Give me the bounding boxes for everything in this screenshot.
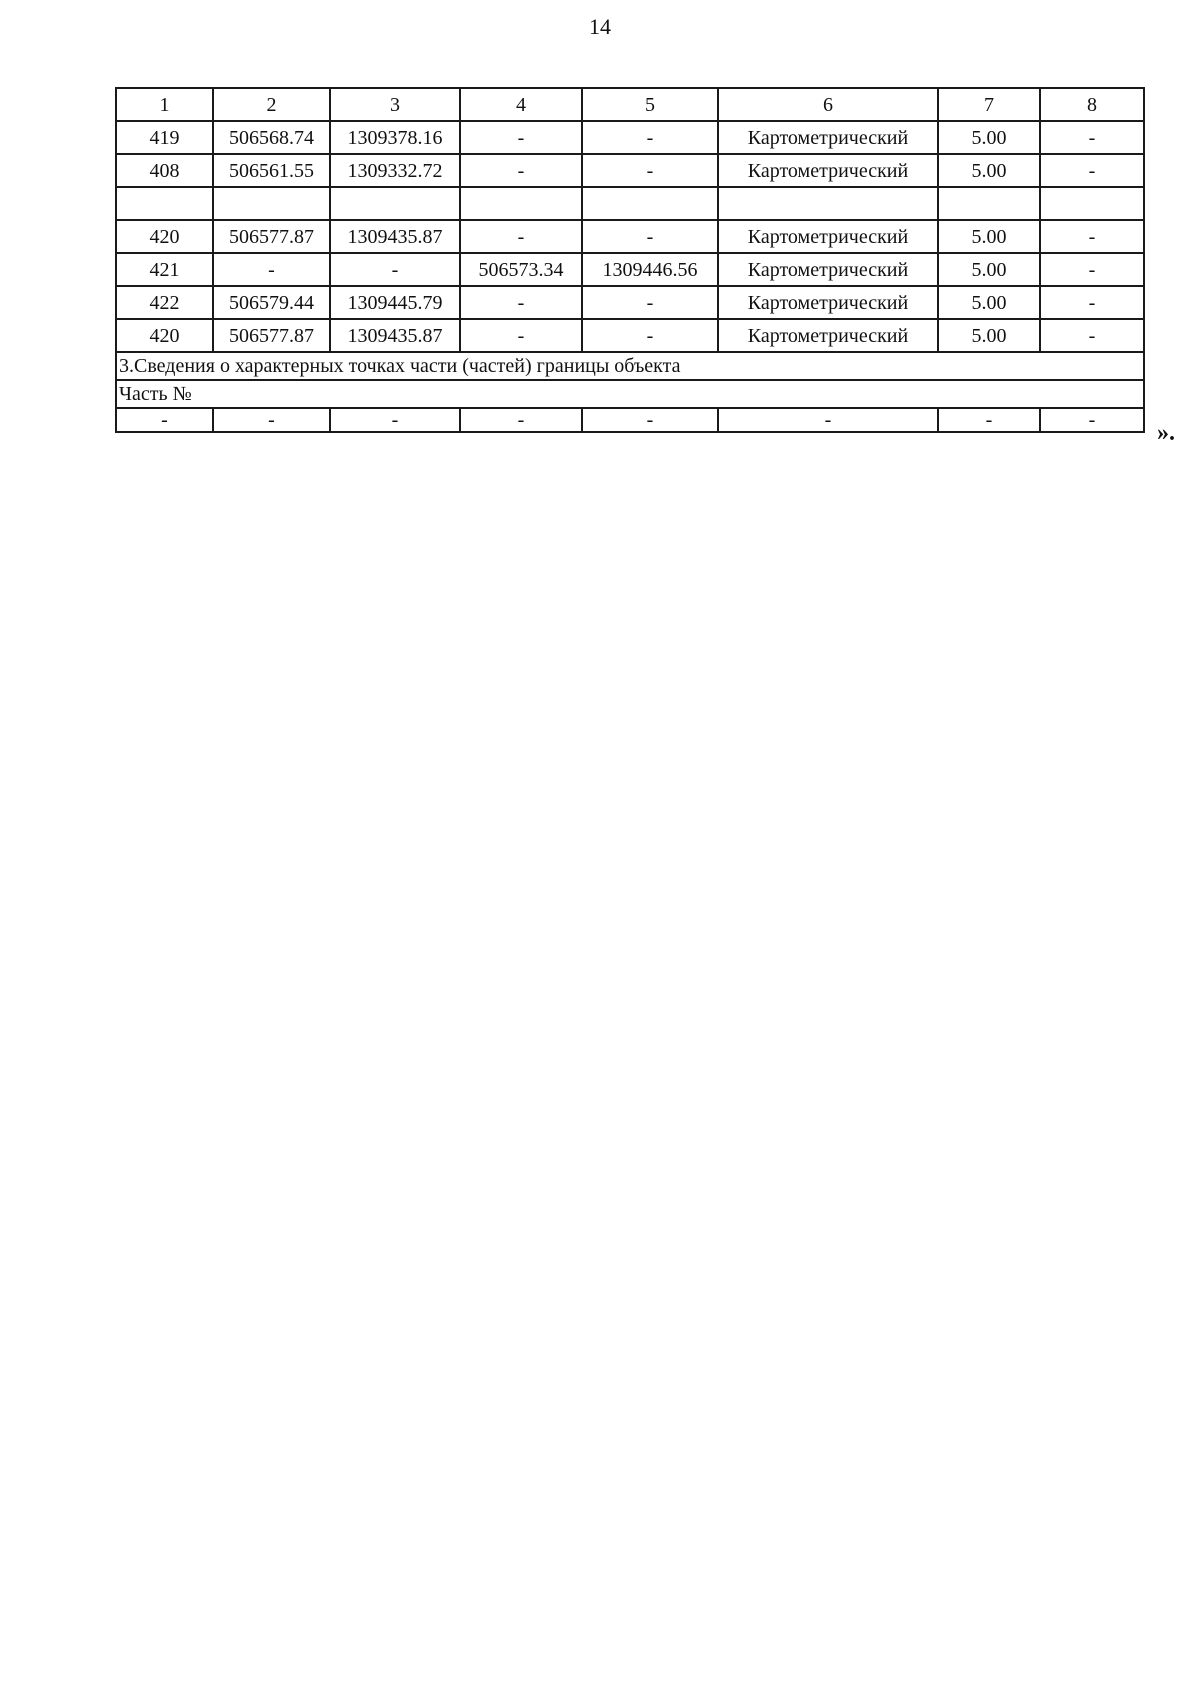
table-cell: - [116,408,213,432]
table-cell: - [582,408,718,432]
table-row-empty [116,187,1144,220]
part-label: Часть № [116,380,1144,408]
table-cell: - [460,319,582,352]
table-cell: - [1040,319,1144,352]
table-cell: 1309446.56 [582,253,718,286]
boundary-points-table [115,87,1145,433]
table-cell: 506568.74 [213,121,330,154]
table-cell-empty [460,187,582,220]
table-cell: - [1040,408,1144,432]
column-number: 2 [213,88,330,121]
closing-quote-mark: ». [1157,420,1175,446]
table-cell: - [460,220,582,253]
table-cell: - [718,408,938,432]
table-cell: Картометрический [718,121,938,154]
table-cell: 1309445.79 [330,286,460,319]
column-number: 3 [330,88,460,121]
table-cell: Картометрический [718,253,938,286]
table-cell: - [582,121,718,154]
table-cell: - [1040,220,1144,253]
column-number: 6 [718,88,938,121]
table-cell: - [582,220,718,253]
table-cell: - [213,408,330,432]
table-cell: 419 [116,121,213,154]
table-cell: 408 [116,154,213,187]
table-cell: 5.00 [938,286,1040,319]
table-cell: - [938,408,1040,432]
column-number: 7 [938,88,1040,121]
table-cell: 422 [116,286,213,319]
table-cell: - [1040,121,1144,154]
table-header-row [116,88,1144,121]
table-cell: 506561.55 [213,154,330,187]
table-row [116,408,1144,432]
table-cell: - [582,154,718,187]
column-number: 5 [582,88,718,121]
table-cell: - [330,253,460,286]
table-row [116,220,1144,253]
page-number: 14 [589,14,611,39]
table-cell: 506577.87 [213,319,330,352]
table-cell: 5.00 [938,220,1040,253]
table-cell: - [460,154,582,187]
table-cell: 420 [116,220,213,253]
table-cell: 5.00 [938,154,1040,187]
table-cell: 1309378.16 [330,121,460,154]
table-cell: - [1040,154,1144,187]
table-row [116,253,1144,286]
table-cell: Картометрический [718,319,938,352]
table-cell: 1309332.72 [330,154,460,187]
table-cell-empty [213,187,330,220]
table-cell: Картометрический [718,220,938,253]
table-cell: - [330,408,460,432]
table-cell: 506579.44 [213,286,330,319]
table-row [116,121,1144,154]
table-cell: 5.00 [938,319,1040,352]
table-cell: - [460,408,582,432]
table-cell-empty [938,187,1040,220]
section-title: 3.Сведения о характерных точках части (частей) границы объекта [116,352,1144,380]
table-cell: 420 [116,319,213,352]
table-cell-empty [1040,187,1144,220]
table-cell: 1309435.87 [330,220,460,253]
section-title-row [116,352,1144,380]
table-cell-empty [330,187,460,220]
table-cell: - [460,286,582,319]
table-cell-empty [582,187,718,220]
table-cell: - [1040,253,1144,286]
table-row [116,319,1144,352]
table-cell: - [1040,286,1144,319]
part-label-row [116,380,1144,408]
column-number: 8 [1040,88,1144,121]
table-cell: 506577.87 [213,220,330,253]
table-cell: Картометрический [718,154,938,187]
table-cell: - [582,319,718,352]
column-number: 4 [460,88,582,121]
table-row [116,154,1144,187]
table-row [116,286,1144,319]
table-cell: - [582,286,718,319]
column-number: 1 [116,88,213,121]
table-cell: 506573.34 [460,253,582,286]
table-cell: 5.00 [938,253,1040,286]
table-cell: - [213,253,330,286]
table-cell-empty [116,187,213,220]
table-cell: Картометрический [718,286,938,319]
table-cell-empty [718,187,938,220]
table-cell: 1309435.87 [330,319,460,352]
table-cell: 421 [116,253,213,286]
table-cell: 5.00 [938,121,1040,154]
table-cell: - [460,121,582,154]
